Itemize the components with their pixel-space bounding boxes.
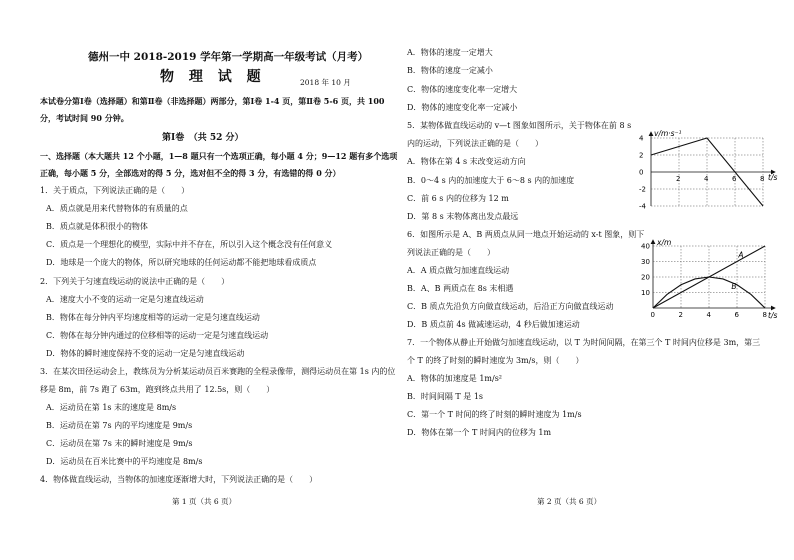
question-7-line-2: 个 T 的终了时刻的瞬时速度为 3m/s，则（ ）: [407, 356, 584, 365]
q4-option-c: C．物体的速度变化率一定增大: [407, 85, 518, 94]
xt-x-tick-label: 8: [762, 311, 767, 319]
xt-x-tick-label: 6: [734, 311, 739, 319]
xt-x-tick-label: 0: [650, 311, 655, 319]
xt-x-tick-label: 4: [706, 311, 711, 319]
q2-option-b: B．物体在每分钟内平均速度相等的运动一定是匀速直线运动: [46, 313, 260, 322]
vt-x-tick-label: 2: [676, 175, 681, 183]
xt-graph: [637, 236, 787, 322]
q1-option-b: B．质点就是体积很小的物体: [46, 222, 148, 231]
xt-y-tick-label: 10: [641, 289, 650, 297]
q3-option-a: A．运动员在第 1s 末的速度是 8m/s: [46, 403, 177, 412]
page-2: [397, 0, 794, 560]
question-5-line-2: 内的运动，下列说法正确的是（ ）: [407, 139, 543, 148]
xt-y-tick-label: 30: [641, 258, 650, 266]
q5-option-c: C．前 6 s 内的位移为 12 m: [407, 194, 509, 203]
question-5-line-1: 5．某物体做直线运动的 v—t 图象如图所示，关于物体在前 8 s: [407, 121, 632, 130]
subject-title: 物 理 试 题: [160, 69, 266, 85]
q6-option-d: D．B 质点前 4s 做减速运动，4 秒后做加速运动: [407, 320, 580, 329]
xt-y-tick-label: 40: [641, 242, 650, 251]
q1-option-d: D．地球是一个庞大的物体，所以研究地球的任何运动都不能把地球看成质点: [46, 258, 317, 267]
xt-series-label-A: A: [738, 250, 744, 260]
vt-x-tick-label: 6: [732, 175, 737, 183]
q4-option-a: A．物体的速度一定增大: [407, 48, 493, 57]
xt-series-label-B: B: [731, 281, 737, 291]
q6-option-a: A．A 质点做匀加速直线运动: [407, 266, 510, 275]
q2-option-d: D．物体的瞬时速度保持不变的运动一定是匀速直线运动: [46, 349, 245, 358]
intro-line-1: 本试卷分第Ⅰ卷（选择题）和第Ⅱ卷（非选择题）两部分，第Ⅰ卷 1-4 页，第Ⅱ卷 5-6 页，共 100: [40, 96, 385, 106]
instruction-line-2: 正确，每小题 5 分，全部选对的得 5 分，选对但不全的得 3 分，有选错的得 0 分）: [40, 168, 341, 178]
vt-x-label: t/s: [768, 173, 778, 182]
vt-y-label: v/m·s⁻¹: [654, 129, 682, 138]
question-1: 1．关于质点，下列说法正确的是（ ）: [40, 186, 190, 195]
vt-x-tick-label: 8: [760, 175, 765, 183]
question-3-line-1: 3．在某次田径运动会上，教练员为分析某运动员百米赛跑的全程录像带，测得运动员在第 1s 内的位: [40, 367, 396, 376]
vt-y-tick-label: 2: [639, 151, 644, 160]
q6-option-b: B．A、B 两质点在 8s 末相遇: [407, 284, 514, 293]
xt-x-label: t/s: [768, 311, 778, 320]
exam-date: 2018 年 10 月: [300, 78, 351, 87]
vt-y-tick-label: 0: [639, 168, 644, 177]
q4-option-d: D．物体的速度变化率一定减小: [407, 103, 518, 112]
question-3-line-2: 移是 8m，前 7s 跑了 63m，跑到终点共用了 12.5s，则（ ）: [40, 385, 275, 394]
page-1-footer: 第 1 页（共 6 页）: [172, 497, 237, 506]
q1-option-a: A．质点就是用来代替物体的有质量的点: [46, 204, 188, 213]
q5-option-a: A．物体在第 4 s 末改变运动方向: [407, 157, 526, 166]
vt-y-tick-label: -4: [639, 202, 646, 210]
question-2: 2．下列关于匀速直线运动的说法中正确的是（ ）: [40, 277, 230, 286]
q3-option-c: C．运动员在第 7s 末的瞬时速度是 9m/s: [46, 439, 193, 448]
q6-option-c: C．B 质点先沿负方向做直线运动，后沿正方向做直线运动: [407, 302, 614, 311]
intro-line-2: 分，考试时间 90 分钟。: [40, 113, 129, 123]
vt-y-tick-label: -2: [639, 185, 646, 194]
q7-option-d: D．物体在第一个 T 时间内的位移为 1m: [407, 428, 552, 437]
q5-option-b: B．0～4 s 内的加速度大于 6～8 s 内的加速度: [407, 176, 575, 185]
xt-y-label: x/m: [657, 238, 672, 247]
instruction-line-1: 一、选择题（本大题共 12 个小题，1—8 题只有一个选项正确，每小题 4 分；9—12 题有多个选项: [40, 151, 398, 161]
q1-option-c: C．质点是一个理想化的模型，实际中并不存在，所以引入这个概念没有任何意义: [46, 240, 333, 249]
vt-y-tick-label: 4: [639, 134, 644, 143]
xt-x-tick-label: 2: [678, 311, 683, 319]
section-heading: 第Ⅰ卷 （共 52 分）: [162, 133, 244, 143]
page-2-footer: 第 2 页（共 6 页）: [537, 497, 602, 506]
q2-option-c: C．物体在每分钟内通过的位移相等的运动一定是匀速直线运动: [46, 331, 269, 340]
exam-header-title: 德州一中 2018-2019 学年第一学期高一年级考试（月考）: [88, 51, 369, 63]
vt-graph: [637, 126, 787, 210]
vt-x-tick-label: 4: [704, 175, 709, 183]
q2-option-a: A．速度大小不变的运动一定是匀速直线运动: [46, 295, 204, 304]
q7-option-c: C．第一个 T 时间的终了时刻的瞬时速度为 1m/s: [407, 410, 582, 419]
q3-option-d: D．运动员在百米比赛中的平均速度是 8m/s: [46, 457, 203, 466]
question-6-line-2: 列说法正确的是（ ）: [407, 248, 495, 257]
question-7-line-1: 7．一个物体从静止开始做匀加速直线运动，以 T 为时间间隔，在第三个 T 时间内位移是 3m，第三: [407, 338, 761, 347]
question-4: 4．物体做直线运动，当物体的加速度逐渐增大时，下列说法正确的是（ ）: [40, 475, 318, 484]
q7-option-a: A．物体的加速度是 1m/s²: [407, 374, 503, 383]
q5-option-d: D．第 8 s 末物体离出发点最远: [407, 212, 519, 221]
question-6-line-1: 6．如图所示是 A、B 两质点从同一地点开始运动的 x-t 图象，则下: [407, 230, 645, 239]
xt-y-tick-label: 20: [641, 273, 650, 282]
q4-option-b: B．物体的速度一定减小: [407, 66, 493, 75]
q3-option-b: B．运动员在第 7s 内的平均速度是 9m/s: [46, 421, 193, 430]
q7-option-b: B．时间间隔 T 是 1s: [407, 392, 484, 401]
